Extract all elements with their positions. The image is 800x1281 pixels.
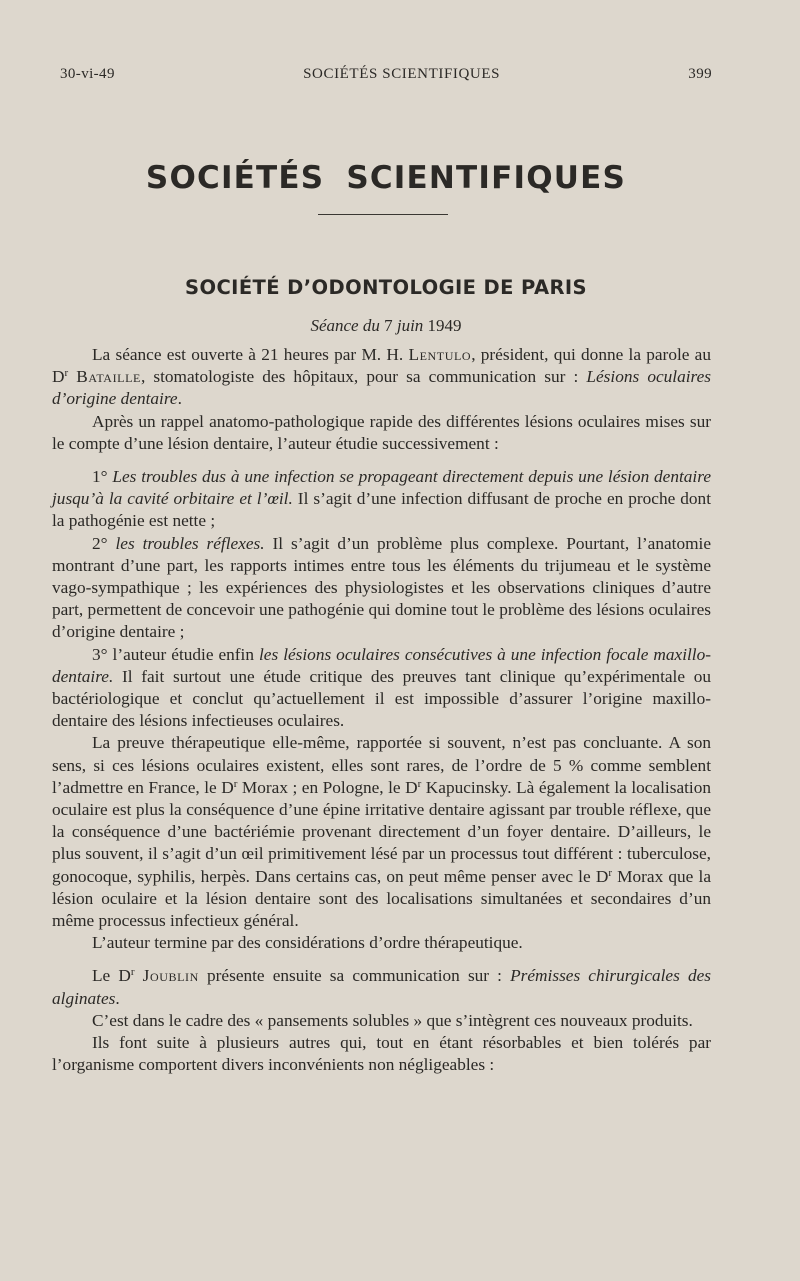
header-running-title: SOCIÉTÉS SCIENTIFIQUES xyxy=(303,66,501,82)
header-date: 30-vi-49 xyxy=(60,66,115,82)
paragraph-continuation: Ils font suite à plusieurs autres qui, tout en étant résorbables et bien tolérés par l’organisme comportent divers inconvénients non négligeables : xyxy=(52,1033,711,1075)
person-name: Joublin xyxy=(142,966,199,986)
title-rule xyxy=(318,214,448,215)
session-date: Séance du 7 juin 1949 xyxy=(310,316,462,335)
paragraph-second-communication: Le $D^r$ Joublin présente ensuite sa communication sur : Prémisses chirurgicales des alginates. xyxy=(52,966,711,1008)
communication-title: Lésions oculaires d’origine dentaire xyxy=(52,367,711,409)
page-title xyxy=(0,160,772,196)
page-title-word-1: SOCIÉTÉS xyxy=(145,160,325,196)
paragraph-point-2: 2° les troubles réflexes. Il s’agit d’un problème plus complexe. Pourtant, l’anatomie montrant d’une part, les rapports intimes entre tous les éléments du trijumeau et le système vago-sympathique ; les expériences des physiologistes et les observations cliniques d’autre part, permettent de concevoir une pathogénie qui domine tout le problème des lésions oculaires d’origine dentaire ; xyxy=(52,533,711,642)
running-header xyxy=(60,66,712,83)
paragraph-conclusion: L’auteur termine par des considérations d’ordre thérapeutique. xyxy=(92,933,523,953)
paragraph-context: C’est dans le cadre des « pansements solubles » que s’intègrent ces nouveaux produits. xyxy=(92,1010,693,1030)
person-name: Lentulo xyxy=(408,345,472,364)
communication-title: Prémisses chirurgicales des alginates xyxy=(52,966,711,1008)
section-title: SOCIÉTÉ D’ODONTOLOGIE DE PARIS xyxy=(185,276,587,299)
paragraph-point-1: 1° Les troubles dus à une infection se propageant directement depuis une lésion dentaire jusqu’à la cavité orbitaire et l’œil. Il s’agit d’une infection diffusant de proche en proche dont la pathogénie est nette ; xyxy=(52,467,711,531)
article-body xyxy=(52,344,711,1077)
paragraph-summary: Après un rappel anatomo-pathologique rapide des différentes lésions oculaires mises sur le compte d’une lésion dentaire, l’auteur étudie successivement : xyxy=(52,411,711,453)
paragraph-point-3: 3° l’auteur étudie enfin les lésions oculaires consécutives à une infection focale maxillo-dentaire. Il fait surtout une étude critique des preuves tant clinique qu’expérimentale ou bactériologique et conclut qu’actuellement il est impossible d’assurer l’origine maxillo-dentaire des lésions infectieuses oculaires. xyxy=(52,644,712,731)
page-title-word-2: SCIENTIFIQUES xyxy=(346,160,627,196)
page-number: 399 xyxy=(688,66,712,82)
paragraph-therapeutic-proof: La preuve thérapeutique elle-même, rapportée si souvent, n’est pas concluante. A son sens, si ces lésions oculaires existent, elles sont rares, de l’ordre de 5 % comme semblent l’admettre en France, le $D^r$ Morax ; en Pologne, le $D^r$ Kapucinsky. Là également la localisation oculaire est plus la conséquence d’une épine irritative dentaire agissant par trouble réflexe, que la conséquence d’une bactériémie provenant directement d’un foyer dentaire. D’ailleurs, le plus souvent, il s’agit d’un œil primitivement lésé par un processus tout différent : tuberculose, gonocoque, syphilis, herpès. Dans certains cas, on peut même penser avec le $D^r$ Morax que la lésion oculaire et la lésion dentaire sont des localisations simultanées et secondaires d’un même processus infectieux général. xyxy=(52,733,712,931)
paragraph-opening: La séance est ouverte à 21 heures par M. H. Lentulo, président, qui donne la parole au $D^r$ Bataille, stomatologiste des hôpitaux, pour sa communication sur : Lésions oculaires d’origine dentaire. xyxy=(52,345,711,409)
person-name: Bataille xyxy=(76,367,141,387)
